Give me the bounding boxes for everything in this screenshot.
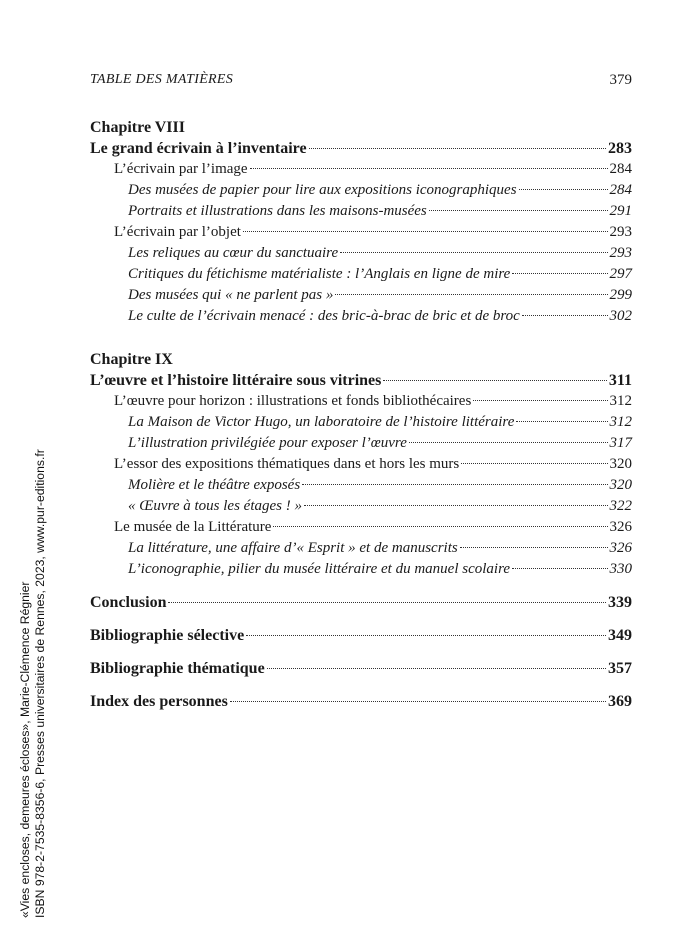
- toc-entry-label: Le musée de la Littérature: [114, 519, 272, 535]
- toc-entry-subsection[interactable]: [90, 475, 632, 496]
- dot-leader: [246, 635, 606, 636]
- dot-leader: [309, 148, 606, 149]
- toc-entry-label: L’œuvre et l’histoire littéraire sous vitrines: [90, 372, 382, 389]
- toc-entry-label: Molière et le théâtre exposés: [128, 477, 301, 493]
- dot-leader: [460, 547, 608, 548]
- toc-entry-subsection[interactable]: [90, 201, 632, 222]
- toc-entry-label: Les reliques au cœur du sanctuaire: [128, 245, 339, 261]
- toc-entry-page: 299: [609, 287, 632, 303]
- running-head-title: TABLE DES MATIÈRES: [90, 72, 234, 87]
- toc-entry-page: 330: [609, 561, 632, 577]
- toc-entry-section[interactable]: [90, 454, 632, 475]
- toc-entry-subsection[interactable]: [90, 433, 632, 454]
- spacer: [90, 327, 632, 349]
- toc-entry-label: Conclusion: [90, 594, 167, 611]
- dot-leader: [243, 231, 608, 232]
- toc-entry-page: 320: [609, 456, 632, 472]
- toc-entry-label: L’écrivain par l’objet: [114, 224, 241, 240]
- toc-entry-chapter-8-title[interactable]: [90, 138, 632, 159]
- dot-leader: [302, 484, 607, 485]
- toc-entry-label: Portraits et illustrations dans les maisons-musées: [128, 203, 427, 219]
- toc-entry-subsection[interactable]: [90, 285, 632, 306]
- toc-entry-subsection[interactable]: [90, 306, 632, 327]
- toc-entry-page: 302: [609, 308, 632, 324]
- toc-entry-section[interactable]: [90, 222, 632, 243]
- toc-entry-label: La Maison de Victor Hugo, un laboratoire de l’histoire littéraire: [128, 414, 515, 430]
- toc-entry-label: L’iconographie, pilier du musée littéraire et du manuel scolaire: [128, 561, 511, 577]
- chapter-9-heading: Chapitre IX: [90, 351, 173, 368]
- dot-leader: [512, 273, 607, 274]
- toc-entry-label: Des musées de papier pour lire aux expositions iconographiques: [128, 182, 517, 198]
- dot-leader: [409, 442, 608, 443]
- toc-entry-page: 291: [609, 203, 632, 219]
- dot-leader: [429, 210, 608, 211]
- spacer: [90, 646, 632, 658]
- toc-entry-subsection[interactable]: [90, 264, 632, 285]
- dot-leader: [273, 526, 607, 527]
- toc-entry-bibliographie-selective[interactable]: [90, 625, 632, 646]
- page-number: 379: [609, 72, 632, 88]
- dot-leader: [250, 168, 608, 169]
- toc-entry-page: 357: [608, 660, 632, 677]
- toc-entry-bibliographie-thematique[interactable]: [90, 658, 632, 679]
- toc-entry-label: Des musées qui « ne parlent pas »: [128, 287, 334, 303]
- dot-leader: [461, 463, 607, 464]
- spacer: [90, 613, 632, 625]
- toc-entry-page: 312: [609, 414, 632, 430]
- chapter-8-heading: Chapitre VIII: [90, 119, 185, 136]
- toc-entry-section[interactable]: [90, 159, 632, 180]
- dot-leader: [230, 701, 606, 702]
- dot-leader: [519, 189, 608, 190]
- toc-entry-page: 284: [609, 161, 632, 177]
- dot-leader: [383, 380, 607, 381]
- table-of-contents: [90, 117, 632, 712]
- toc-entry-page: 320: [609, 477, 632, 493]
- toc-entry-chapter-9-title[interactable]: [90, 370, 632, 391]
- side-credit: [18, 418, 48, 918]
- toc-entry-page: 293: [609, 224, 632, 240]
- toc-entry-subsection[interactable]: [90, 180, 632, 201]
- side-credit-line-1: «Vies encloses, demeures écloses», Marie-Clémence Régnier: [18, 581, 32, 918]
- dot-leader: [340, 252, 607, 253]
- toc-entry-page: 317: [609, 435, 632, 451]
- dot-leader: [168, 602, 606, 603]
- running-head: [90, 72, 632, 94]
- dot-leader: [267, 668, 606, 669]
- dot-leader: [522, 315, 608, 316]
- toc-entry-subsection[interactable]: [90, 559, 632, 580]
- toc-entry-label: Critiques du fétichisme matérialiste : l’Anglais en ligne de mire: [128, 266, 511, 282]
- toc-entry-page: 312: [609, 393, 632, 409]
- toc-entry-index-des-personnes[interactable]: [90, 691, 632, 712]
- toc-entry-label: « Œuvre à tous les étages ! »: [128, 498, 302, 514]
- toc-entry-section[interactable]: [90, 517, 632, 538]
- toc-entry-label: Le grand écrivain à l’inventaire: [90, 140, 307, 157]
- toc-entry-page: 293: [609, 245, 632, 261]
- toc-entry-label: L’illustration privilégiée pour exposer l’œuvre: [128, 435, 407, 451]
- toc-entry-page: 326: [609, 519, 632, 535]
- toc-entry-label: L’œuvre pour horizon : illustrations et fonds bibliothécaires: [114, 393, 472, 409]
- dot-leader: [473, 400, 607, 401]
- toc-entry-label: L’essor des expositions thématiques dans et hors les murs: [114, 456, 460, 472]
- toc-entry-page: 311: [608, 372, 632, 389]
- dot-leader: [304, 505, 608, 506]
- toc-entry-subsection[interactable]: [90, 496, 632, 517]
- toc-entry-subsection[interactable]: [90, 538, 632, 559]
- side-credit-line-2: ISBN 978-2-7535-8356-6, Presses universitaires de Rennes, 2023, www.pur-editions.fr: [33, 449, 47, 918]
- toc-entry-subsection[interactable]: [90, 412, 632, 433]
- dot-leader: [512, 568, 607, 569]
- toc-entry-page: 322: [609, 498, 632, 514]
- toc-entry-page: 297: [609, 266, 632, 282]
- toc-entry-page: 326: [609, 540, 632, 556]
- toc-entry-page: 369: [608, 693, 632, 710]
- toc-entry-label: La littérature, une affaire d’« Esprit » et de manuscrits: [128, 540, 458, 556]
- toc-entry-conclusion[interactable]: [90, 592, 632, 613]
- spacer: [90, 679, 632, 691]
- toc-entry-label: L’écrivain par l’image: [114, 161, 248, 177]
- toc-entry-label: Le culte de l’écrivain menacé : des bric-à-brac de bric et de broc: [128, 308, 520, 324]
- toc-entry-subsection[interactable]: [90, 243, 632, 264]
- toc-entry-page: 284: [609, 182, 632, 198]
- toc-entry-page: 339: [608, 594, 632, 611]
- toc-entry-label: Bibliographie thématique: [90, 660, 265, 677]
- toc-entry-page: 283: [608, 140, 632, 157]
- toc-entry-section[interactable]: [90, 391, 632, 412]
- spacer: [90, 580, 632, 592]
- toc-entry-label: Bibliographie sélective: [90, 627, 245, 644]
- toc-entry-page: 349: [608, 627, 632, 644]
- dot-leader: [335, 294, 607, 295]
- dot-leader: [516, 421, 607, 422]
- toc-entry-label: Index des personnes: [90, 693, 228, 710]
